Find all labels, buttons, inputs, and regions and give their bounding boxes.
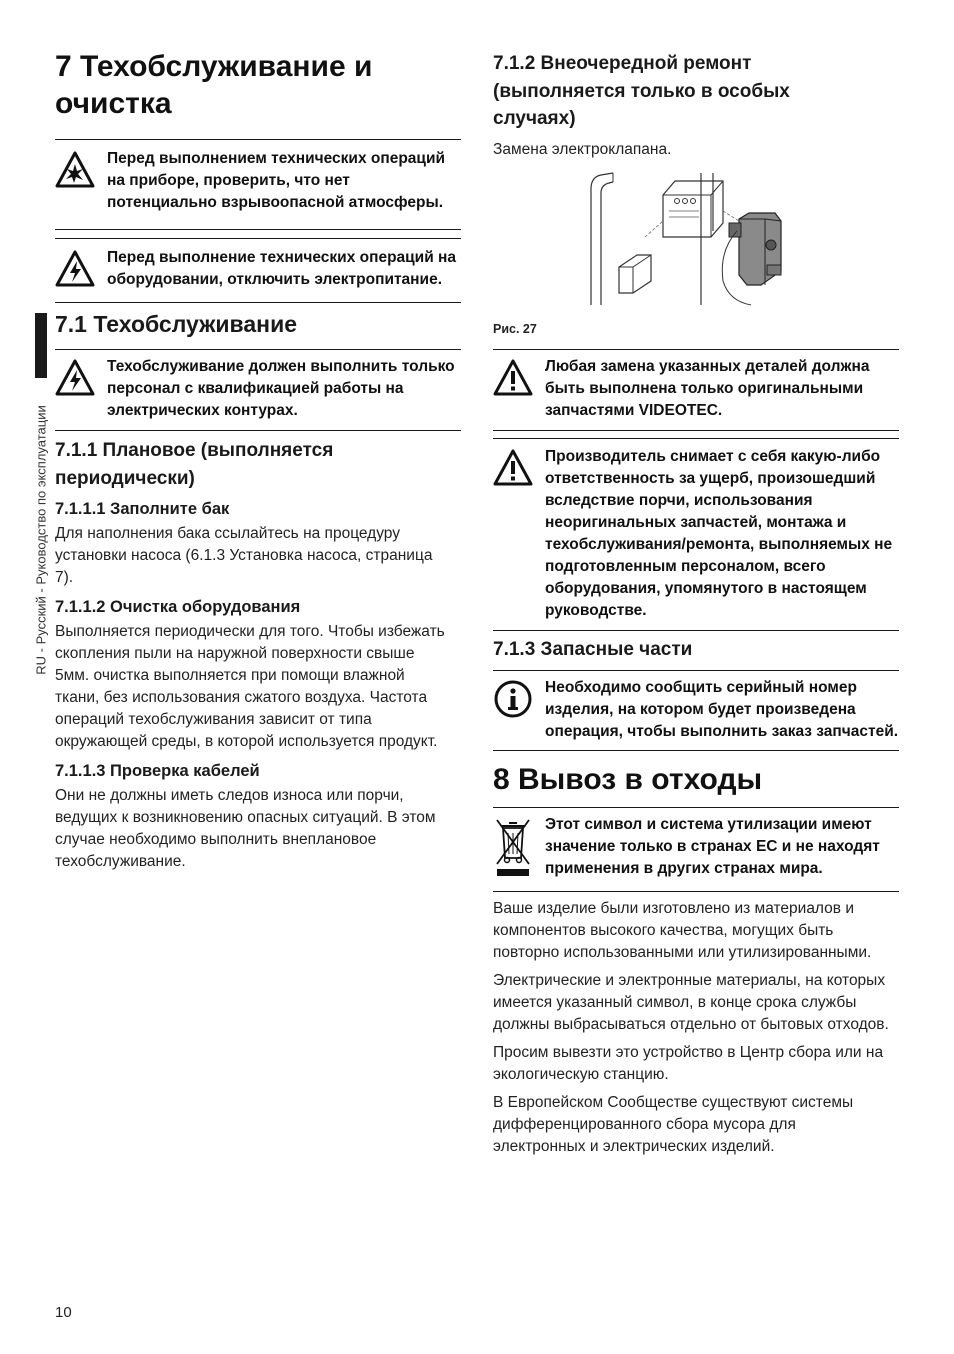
warning-qualified-text: Техобслуживание должен выполнить только персонал с квалификацией работы на электрических контурах.	[107, 358, 455, 419]
divider	[55, 238, 461, 239]
chapter-title: 7 Техобслуживание и очистка	[55, 50, 373, 120]
section-7-1-1-2-text: Выполняется периодически для того. Чтобы избежать скопления пыли на наружной поверхности свыше 5мм. очистка выполняется при помощи влажной ткани, без использования сжатого воздуха. Частота операций техобслуживания зависит от типа окружающей среды, в которой используется продукт.	[55, 623, 445, 750]
divider	[55, 349, 461, 350]
chapter-marker-bar	[35, 313, 47, 378]
divider	[55, 139, 461, 140]
warning-original-parts-text: Любая замена указанных деталей должна быть выполнена только оригинальными запчастями VIDEOTEC.	[545, 357, 870, 419]
info-serial-number-text: Необходимо сообщить серийный номер изделия, на котором будет произведена операция, чтобы выполнить заказ запчастей.	[545, 678, 899, 740]
divider	[493, 349, 899, 350]
disposal-paragraph-3: Просим вывезти это устройство в Центр сбора или на экологическую станцию.	[493, 1043, 884, 1083]
figure-caption: Рис. 27	[493, 321, 537, 336]
explosion-warning-icon	[55, 150, 95, 195]
divider	[493, 630, 899, 631]
divider	[493, 807, 899, 808]
warning-liability	[493, 446, 899, 622]
section-7-1-1-3-heading: 7.1.1.3 Проверка кабелей	[55, 762, 260, 780]
electric-hazard-icon	[55, 249, 95, 294]
left-column	[55, 48, 461, 873]
chapter-8-title: 8 Вывоз в отходы	[493, 762, 763, 796]
right-column	[493, 50, 899, 1158]
warning-explosive-text: Перед выполнением технических операций на приборе, проверить, что нет потенциально взрывоопасной атмосферы.	[107, 150, 446, 211]
divider	[55, 229, 461, 230]
divider	[493, 750, 899, 751]
info-serial-number	[493, 677, 899, 743]
section-7-1-2-text: Замена электроклапана.	[493, 140, 672, 158]
page-number: 10	[55, 1304, 72, 1321]
disposal-paragraph-1: Ваше изделие были изготовлено из материалов и компонентов высокого качества, могущих быть повторно использованными или утилизированными.	[493, 899, 872, 961]
section-7-1-1-3-text: Они не должны иметь следов износа или порчи, ведущих к возникновению опасных ситуаций. В этом случае необходимо выполнить внеплановое техобслуживание.	[55, 787, 436, 870]
divider	[493, 670, 899, 671]
divider	[493, 438, 899, 439]
divider	[55, 302, 461, 303]
disposal-paragraph-4: В Европейском Сообществе существуют системы дифференцированного сбора мусора для электронных и электрических изделий.	[493, 1093, 854, 1155]
section-7-1-heading: 7.1 Техобслуживание	[55, 311, 297, 337]
caution-icon	[493, 358, 533, 403]
info-icon	[493, 679, 533, 724]
warning-electric	[55, 247, 461, 294]
divider	[493, 430, 899, 431]
section-7-1-3-heading: 7.1.3 Запасные части	[493, 638, 693, 660]
weee-note	[493, 814, 899, 883]
caution-icon	[493, 448, 533, 493]
section-7-1-2-heading: 7.1.2 Внеочередной ремонт (выполняется только в особых случаях)	[493, 53, 790, 129]
weee-note-text: Этот символ и система утилизации имеют значение только в странах ЕС и не находят применения в других странах мира.	[545, 815, 880, 877]
warning-qualified	[55, 356, 461, 422]
section-7-1-1-1-heading: 7.1.1.1 Заполните бак	[55, 500, 230, 518]
section-7-1-1-1-text: Для наполнения бака ссылайтесь на процедуру установки насоса (6.1.3 Установка насоса, страница 7).	[55, 525, 433, 586]
electric-hazard-icon	[55, 358, 95, 403]
warning-electric-text: Перед выполнение технических операций на оборудовании, отключить электропитание.	[107, 249, 457, 288]
crossed-bin-icon	[493, 816, 533, 883]
divider	[55, 430, 461, 431]
section-7-1-1-2-heading: 7.1.1.2 Очистка оборудования	[55, 598, 301, 616]
disposal-paragraph-2: Электрические и электронные материалы, на которых имеется указанный символ, в конце срока службы должны выбрасываться отдельно от бытовых отходов.	[493, 971, 889, 1033]
sidebar-language-label: RU - Русский - Руководство по эксплуатации	[33, 405, 49, 675]
section-7-1-1-heading: 7.1.1 Плановое (выполняется периодически)	[55, 440, 334, 489]
warning-explosive	[55, 148, 461, 214]
figure-27-illustration	[589, 171, 799, 306]
warning-original-parts	[493, 356, 899, 422]
warning-liability-text: Производитель снимает с себя какую-либо ответственность за ущерб, произошедший вследствие порчи, использования неоригинальных запчастей, монтажа и техобслуживания/ремонта, выполняемых не подготовленным персоналом, всего оборудования, упомянутого в настоящем руководстве.	[545, 447, 893, 619]
divider	[493, 891, 899, 892]
